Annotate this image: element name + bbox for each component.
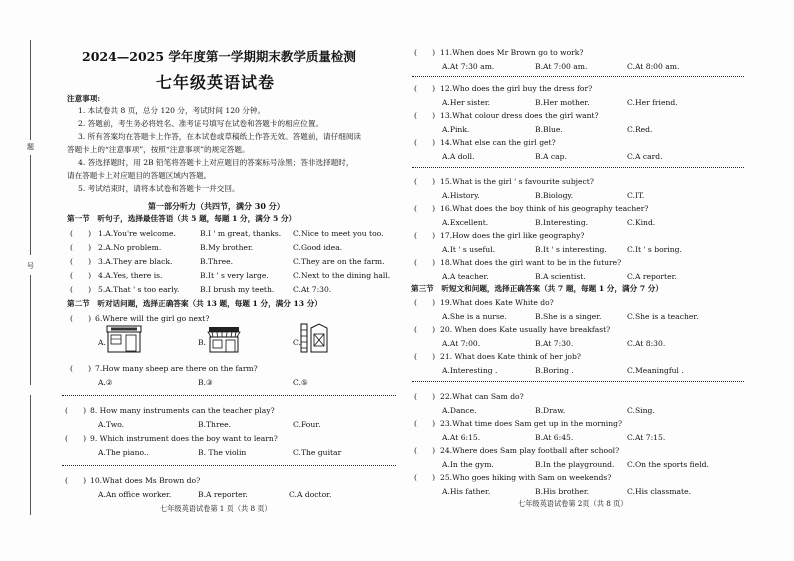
question-9: 9. Which instrument does the boy want to learn? (90, 434, 278, 443)
section3-title: 第三节 听短文和问题，选择正确答案（共 7 题，每题 1 分，满分 7 分） (411, 284, 663, 293)
dotted-separator (62, 395, 396, 396)
option-c: C.⑤ (293, 378, 308, 387)
question-20: 20. When does Kate usually have breakfast? (440, 325, 611, 334)
exam-title: 2024—2025 学年度第一学期期末教学质量检测 (82, 49, 356, 64)
option-b: B.At 7:30. (535, 339, 574, 348)
option-b: B.She is a singer. (535, 312, 602, 321)
dotted-separator (412, 76, 744, 77)
option-c: C.Sing. (627, 406, 655, 415)
option-a: A.History. (442, 191, 480, 200)
binding-line-low (30, 275, 31, 385)
option-b: B.Biology. (535, 191, 574, 200)
notice-heading: 注意事项: (67, 94, 101, 103)
answer-paren[interactable]: ( ) (414, 473, 436, 482)
option-a: A.Two. (98, 420, 125, 429)
option-a: 3.A.They are black. (98, 257, 173, 266)
question-13: 13.What colour dress does the girl want? (440, 111, 599, 120)
option-b: B.At 7:00 am. (535, 62, 588, 71)
dotted-separator (412, 381, 744, 382)
option-b: B.Blue. (535, 125, 563, 134)
option-a: A.It ' s useful. (442, 245, 496, 254)
farm-picture-icon (297, 322, 331, 354)
answer-paren[interactable]: ( ) (414, 258, 436, 267)
option-b: B.My brother. (200, 243, 254, 252)
option-b: B.I brush my teeth. (200, 285, 275, 294)
answer-paren[interactable]: ( ) (414, 392, 436, 401)
option-b: B.I ' m great, thanks. (200, 229, 282, 238)
question-14: 14.What else can the girl get? (440, 138, 556, 147)
option-c: C.They are on the farm. (293, 257, 385, 266)
question-23: 23.What time does Sam get up in the morning? (440, 419, 623, 428)
option-b: B.Interesting. (535, 218, 589, 227)
binding-line-top (30, 40, 31, 140)
answer-paren[interactable]: ( ) (70, 314, 92, 323)
answer-paren[interactable]: ( ) (414, 352, 436, 361)
shop-picture-icon (206, 325, 242, 353)
option-a: A.At 7:30 am. (442, 62, 495, 71)
part1-title: 第一部分听力（共四节，满分 30 分） (148, 201, 285, 211)
option-b: B.In the playground. (535, 460, 615, 469)
option-a: A.In the gym. (442, 460, 494, 469)
notice-line: 3. 所有答案均在答题卡上作答，在本试卷或草稿纸上作答无效。答题前，请仔细阅读 (78, 132, 362, 141)
question-22: 22.What can Sam do? (440, 392, 524, 401)
option-c: C.At 8:00 am. (627, 62, 680, 71)
option-b: B.It ' s interesting. (535, 245, 607, 254)
binding-line-bottom (30, 395, 31, 515)
question-11: 11.When does Mr Brown go to work? (440, 48, 584, 57)
answer-paren[interactable]: ( ) (70, 271, 92, 280)
answer-paren[interactable]: ( ) (414, 298, 436, 307)
option-c: C.The guitar (293, 448, 342, 457)
notice-line: 1. 本试卷共 8 页，总分 120 分，考试时间 120 分钟。 (78, 106, 266, 115)
answer-paren[interactable]: ( ) (414, 231, 436, 240)
option-b: B.At 6:45. (535, 433, 574, 442)
option-a: 1.A.You're welcome. (98, 229, 176, 238)
option-a: A.Interesting . (442, 366, 498, 375)
question-15: 15.What is the girl ' s favourite subject? (440, 177, 594, 186)
dotted-separator (62, 465, 396, 466)
option-b: B.Draw. (535, 406, 566, 415)
answer-paren[interactable]: ( ) (70, 364, 92, 373)
option-a: A.② (98, 378, 113, 387)
answer-paren[interactable]: ( ) (65, 434, 87, 443)
option-c: C.It ' s boring. (627, 245, 682, 254)
question-16: 16.What does the boy think of his geography teacher? (440, 204, 649, 213)
answer-paren[interactable]: ( ) (414, 177, 436, 186)
option-a: A.Dance. (442, 406, 477, 415)
option-c: C.On the sports field. (627, 460, 709, 469)
option-b: B. The violin (198, 448, 247, 457)
question-12: 12.Who does the girl buy the dress for? (440, 84, 593, 93)
option-c: C.Kind. (627, 218, 656, 227)
option-a: A.A doll. (442, 152, 475, 161)
question-25: 25.Who goes hiking with Sam on weekends? (440, 473, 612, 482)
option-c: C.His classmate. (627, 487, 692, 496)
option-a: A. (98, 338, 106, 347)
section1-title: 第一节 听句子，选择最佳答语（共 5 题，每题 1 分，满分 5 分） (67, 214, 297, 223)
question-18: 18.What does the girl want to be in the future? (440, 258, 622, 267)
option-c: C.Next to the dining hall. (293, 271, 391, 280)
option-c: C.Red. (627, 125, 653, 134)
option-b: B.A scientist. (535, 272, 586, 281)
answer-paren[interactable]: ( ) (414, 204, 436, 213)
option-b: B.His brother. (535, 487, 590, 496)
notice-line: 2. 答题前，考生务必将姓名、准考证号填写在试卷和答题卡的相应位置。 (78, 119, 324, 128)
answer-paren[interactable]: ( ) (70, 243, 92, 252)
answer-paren[interactable]: ( ) (70, 257, 92, 266)
option-a: 2.A.No problem. (98, 243, 162, 252)
option-b: B.Three. (200, 257, 233, 266)
option-b: B.It ' s very large. (200, 271, 269, 280)
option-c: C.Her friend. (627, 98, 678, 107)
option-b: B.A reporter. (198, 490, 248, 499)
answer-paren[interactable]: ( ) (414, 446, 436, 455)
notice-line: 请在答题卡上对应题目的答题区域内答题。 (67, 171, 212, 180)
option-c: C.At 7:15. (627, 433, 666, 442)
answer-paren[interactable]: ( ) (70, 285, 92, 294)
option-b: B.Her mother. (535, 98, 590, 107)
question-21: 21. What does Kate think of her job? (440, 352, 581, 361)
answer-paren[interactable]: ( ) (414, 111, 436, 120)
option-a: A.The piano.. (98, 448, 149, 457)
option-a: A.At 6:15. (442, 433, 481, 442)
notice-line: 答题卡上的“注意事项”，按照“注意事项”的规定答题。 (67, 145, 250, 154)
option-a: 5.A.That ' s too early. (98, 285, 180, 294)
option-a: A.Excellent. (442, 218, 489, 227)
page-footer-1: 七年级英语试卷第 1 页（共 8 页） (160, 504, 272, 513)
answer-paren[interactable]: ( ) (414, 419, 436, 428)
option-a: A.An office worker. (98, 490, 172, 499)
notice-line: 4. 答选择题时，用 2B 铅笔将答题卡上对应题目的答案标号涂黑；答非选择题时， (78, 158, 354, 167)
option-b: B.③ (198, 378, 213, 387)
question-8: 8. How many instruments can the teacher play? (90, 406, 275, 415)
option-a: 4.A.Yes, there is. (98, 271, 163, 280)
option-c: C. (293, 338, 301, 347)
exam-subtitle: 七年级英语试卷 (156, 73, 276, 92)
option-b: B.A cap. (535, 152, 567, 161)
option-c: C.Four. (293, 420, 321, 429)
answer-paren[interactable]: ( ) (414, 48, 436, 57)
binding-label-2: 号 (27, 262, 34, 270)
answer-paren[interactable]: ( ) (65, 476, 87, 485)
question-17: 17.How does the girl like geography? (440, 231, 585, 240)
option-c: C.She is a teacher. (627, 312, 699, 321)
dotted-separator (412, 167, 744, 168)
option-c: C.At 8:30. (627, 339, 666, 348)
option-a: A.His father. (442, 487, 491, 496)
question-7: 7.How many sheep are there on the farm? (95, 364, 258, 373)
option-b: B. (198, 338, 206, 347)
option-c: C.IT. (627, 191, 645, 200)
question-24: 24.Where does Sam play football after school? (440, 446, 620, 455)
option-a: A.A teacher. (442, 272, 489, 281)
option-c: C.A doctor. (289, 490, 332, 499)
notice-line: 5. 考试结束时，请将本试卷和答题卡一并交回。 (78, 184, 240, 193)
binding-line-mid (30, 155, 31, 255)
option-a: A.At 7:00. (442, 339, 481, 348)
answer-paren[interactable]: ( ) (70, 229, 92, 238)
option-c: C.A card. (627, 152, 663, 161)
option-a: A.Her sister. (442, 98, 491, 107)
page-footer-2: 七年级英语试卷第 2页（共 8 页） (518, 499, 628, 508)
answer-paren[interactable]: ( ) (65, 406, 87, 415)
option-a: A.She is a nurse. (442, 312, 507, 321)
answer-paren[interactable]: ( ) (414, 138, 436, 147)
option-c: C.Good idea. (293, 243, 343, 252)
option-c: C.At 7:30. (293, 285, 332, 294)
option-b: B.Three. (198, 420, 231, 429)
answer-paren[interactable]: ( ) (414, 84, 436, 93)
option-c: C.Nice to meet you too. (293, 229, 384, 238)
option-b: B.Boring . (535, 366, 574, 375)
binding-label-1: 题 (27, 143, 34, 151)
answer-paren[interactable]: ( ) (414, 325, 436, 334)
question-19: 19.What does Kate White do? (440, 298, 554, 307)
question-10: 10.What does Ms Brown do? (90, 476, 201, 485)
option-c: C.Meaningful . (627, 366, 684, 375)
section2-title: 第二节 听对话问题，选择正确答案（共 13 题，每题 1 分，满分 13 分） (67, 299, 322, 308)
question-6: 6.Where will the girl go next? (95, 314, 210, 323)
option-a: A.Pink. (442, 125, 470, 134)
bookstore-picture-icon (106, 325, 142, 353)
option-c: C.A reporter. (627, 272, 677, 281)
